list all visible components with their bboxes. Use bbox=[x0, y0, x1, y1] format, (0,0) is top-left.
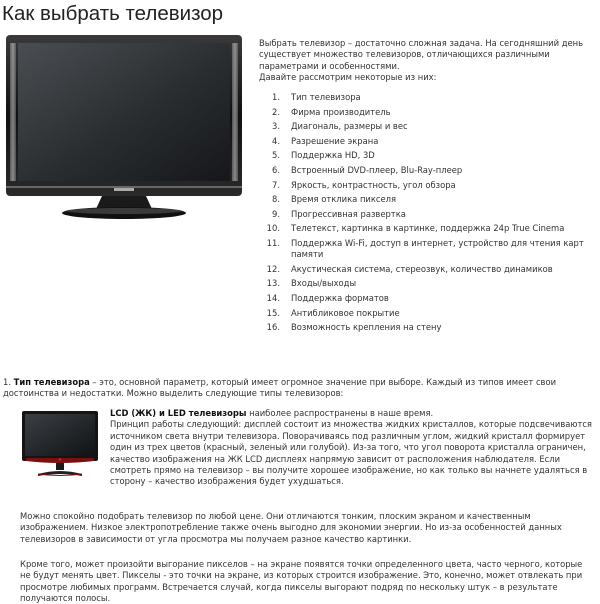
list-item-text: Поддержка форматов bbox=[291, 293, 389, 304]
section-tv-type bbox=[3, 377, 595, 400]
list-item bbox=[259, 136, 595, 147]
list-item bbox=[259, 92, 595, 103]
list-item bbox=[259, 223, 595, 234]
intro-lead: Давайте рассмотрим некоторые из них: bbox=[259, 71, 437, 82]
lcd-heading: LCD (ЖК) и LED телевизоры bbox=[110, 408, 247, 418]
page-title: Как выбрать телевизор bbox=[2, 2, 224, 25]
list-item-number: 11. bbox=[266, 237, 280, 248]
list-item-number: 5. bbox=[272, 150, 280, 161]
list-item bbox=[259, 209, 595, 220]
list-item-text: Яркость, контрастность, угол обзора bbox=[291, 179, 456, 190]
list-item-text: Входы/выходы bbox=[291, 278, 357, 289]
section-text: – это, основной параметр, который имеет огромное значение при выборе. Каждый из типов имеет свои достоинства и недостатки. Можно выделить следующие типы телевизоров: bbox=[3, 377, 557, 399]
list-item-text: Поддержка Wi-Fi, доступ в интернет, устройство для чтения карт памяти bbox=[291, 237, 584, 260]
lcd-description bbox=[110, 408, 595, 488]
list-item-text: Тип телевизора bbox=[291, 92, 361, 102]
list-item-number: 8. bbox=[272, 194, 280, 205]
list-item-text: Возможность крепления на стену bbox=[291, 322, 442, 333]
list-item-number: 7. bbox=[272, 179, 280, 190]
list-item-number: 15. bbox=[266, 307, 280, 318]
list-item-number: 3. bbox=[272, 121, 280, 132]
list-item-number: 2. bbox=[272, 106, 280, 117]
list-item bbox=[259, 121, 595, 132]
section-number: 1. bbox=[3, 377, 14, 387]
intro-paragraph: Выбрать телевизор – достаточно сложная задача. На сегодняшний день существует множество телевизоров, отличающихся различными параметрами и особенностями. bbox=[259, 38, 584, 71]
list-item bbox=[259, 238, 595, 261]
list-item bbox=[259, 150, 595, 161]
list-item-text: Встроенный DVD-плеер, Blu-Ray-плеер bbox=[291, 164, 463, 175]
list-item-text: Прогрессивная развертка bbox=[291, 208, 406, 219]
list-item bbox=[259, 293, 595, 304]
list-item-text: Диагональ, размеры и вес bbox=[291, 121, 408, 132]
lcd-lead: наиболее распространены в наше время. bbox=[246, 408, 434, 418]
list-item bbox=[259, 278, 595, 289]
list-item bbox=[259, 308, 595, 319]
list-item-text: Разрешение экрана bbox=[291, 135, 379, 146]
list-item-number: 9. bbox=[272, 208, 280, 219]
list-item bbox=[259, 107, 595, 118]
list-item bbox=[259, 322, 595, 333]
list-item-text: Телетекст, картинка в картинке, поддержка 24p True Cinema bbox=[291, 223, 565, 234]
list-item-text: Фирма производитель bbox=[291, 106, 391, 117]
lcd-intro bbox=[110, 408, 595, 419]
lcd-body: Принцип работы следующий: дисплей состоит из множества жидких кристаллов, которые подсвечиваются источником света внутри телевизора. Поворачиваясь под различным углом, жидкий кристалл формирует один из трех цветов (красный, зеленый или голубой). Из-за того, что угол поворота кристалла ограничен, качество изображения на ЖК LCD дисплеях напрямую зависит от расположения наблюдателя. Если смотреть прямо на телевизор – вы получите хорошее изображение, но как только вы начнете удаляться в сторону – качество изображения будет ухудшаться. bbox=[110, 419, 592, 487]
list-item-text: Антибликовое покрытие bbox=[291, 307, 400, 318]
list-item bbox=[259, 165, 595, 176]
list-item-text: Время отклика пикселя bbox=[291, 194, 397, 205]
list-item-number: 1. bbox=[272, 92, 280, 102]
features-list bbox=[259, 92, 595, 337]
paragraph-price-quality: Можно спокойно подобрать телевизор по любой цене. Они отличаются тонким, плоским экраном и качественным изображением. Низкое электропотребление также очень выгодно для экономии энергии. Но из-за особенностей данных телевизоров в зависимости от угла просмотра мы получаем разное качество картинки. bbox=[20, 511, 562, 544]
list-item-number: 6. bbox=[272, 164, 280, 175]
list-item bbox=[259, 180, 595, 191]
plasma-tv-image bbox=[4, 33, 244, 221]
list-item-text: Акустическая система, стереозвук, количество динамиков bbox=[291, 263, 553, 274]
list-item bbox=[259, 194, 595, 205]
list-item-number: 10. bbox=[266, 223, 280, 234]
list-item-number: 14. bbox=[266, 293, 280, 304]
lcd-tv-image bbox=[20, 408, 100, 480]
list-item bbox=[259, 264, 595, 275]
list-item-number: 12. bbox=[266, 263, 280, 274]
list-item-number: 16. bbox=[266, 322, 280, 333]
list-item-number: 4. bbox=[272, 135, 280, 146]
section-heading: Тип телевизора bbox=[13, 377, 90, 387]
list-item-number: 13. bbox=[266, 278, 280, 289]
list-item-text: Поддержка HD, 3D bbox=[291, 150, 375, 161]
paragraph-pixel-burnout: Кроме того, может произойти выгорание пикселов – на экране появятся точки определенного цвета, часто черного, которые не будут менять цвет. Пикселы - это точки на экране, из которых строится изображение. Это, конечно, может отвлекать при просмотре любимых программ. Встречается случай, когда пикселы выгорают подряд по нескольку штук – в результате получаются полосы. bbox=[20, 559, 583, 603]
intro-text bbox=[259, 38, 595, 83]
